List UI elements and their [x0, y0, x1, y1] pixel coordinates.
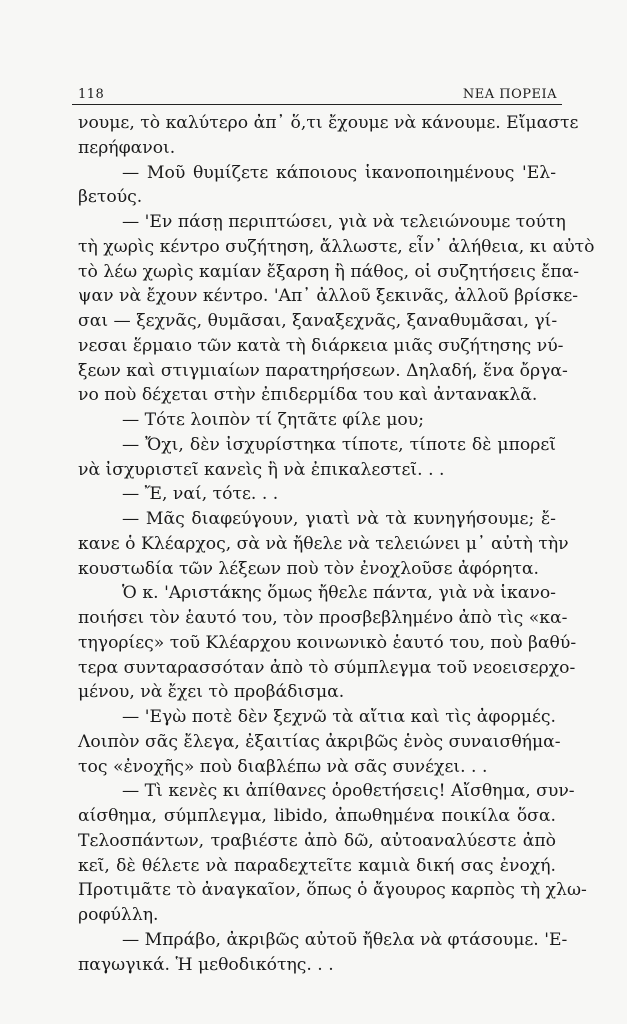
text-line: παγωγικά. Ἡ μεθοδικότης. . .	[78, 954, 334, 975]
text-line: Προτιμᾶτε τὸ ἀναγκαῖον, ὅπως ὁ ἄγουρος καρπὸς τὴ χλω-	[78, 880, 587, 901]
text-line: — Ὄχι, δὲν ἰσχυρίστηκα τίποτε, τίποτε δὲ μπορεῖ	[122, 434, 556, 455]
running-head	[78, 80, 557, 102]
text-line: Λοιπὸν σᾶς ἔλεγα, ἐξαιτίας ἀκριβῶς ἑνὸς συναισθήμα-	[78, 731, 561, 752]
text-line: αίσθημα, σύμπλεγμα, libido, ἀπωθημένα ποικίλα ὅσα.	[78, 806, 556, 826]
text-line: νὰ ἰσχυριστεῖ κανεὶς ἢ νὰ ἐπικαλεστεῖ. . .	[78, 459, 445, 480]
text-line: ροφύλλη.	[78, 905, 159, 925]
running-title: ΝΕΑ ΠΟΡΕΙΑ	[462, 87, 557, 102]
text-line: σαι — ξεχνᾶς, θυμᾶσαι, ξαναξεχνᾶς, ξαναθυμᾶσαι, γί-	[78, 311, 558, 331]
text-line: Ὁ κ. 'Αριστάκης ὅμως ἤθελε πάντα, γιὰ νὰ ἱκανο-	[122, 583, 556, 604]
text-line: — Μπράβο, ἀκριβῶς αὐτοῦ ἤθελα νὰ φτάσουμε. 'Ε-	[122, 929, 568, 950]
text-line: — Ἔ, ναί, τότε. . .	[122, 484, 279, 505]
body-text	[78, 111, 595, 977]
text-line: — Μᾶς διαφεύγουν, γιατὶ νὰ τὰ κυνηγήσουμε; ἔ-	[122, 509, 556, 529]
text-line: ψαν νὰ ἔχουν κέντρο. 'Απ᾽ ἀλλοῦ ξεκινᾶς, ἀλλοῦ βρίσκε-	[78, 286, 579, 307]
text-line: νεσαι ἕρμαιο τῶν κατὰ τὴ διάρκεια μιᾶς συζήτησης νύ-	[78, 335, 564, 356]
text-line: — Μοῦ θυμίζετε κάποιους ἱκανοποιημένους 'Ελ-	[122, 162, 556, 183]
text-line: τερα συνταρασσόταν ἀπὸ τὸ σύμπλεγμα τοῦ νεοεισερχο-	[78, 657, 576, 678]
text-line: μένου, νὰ ἔχει τὸ προβάδισμα.	[78, 682, 345, 703]
text-line: νουμε, τὸ καλύτερο ἀπ᾽ ὅ,τι ἔχουμε νὰ κάνουμε. Εἴμαστε	[78, 113, 579, 133]
text-line: — Τότε λοιπὸν τί ζητᾶτε φίλε μου;	[122, 410, 424, 430]
text-line: περήφανοι.	[78, 137, 176, 158]
text-line: κανε ὁ Κλέαρχος, σὰ νὰ ἤθελε νὰ τελειώνει μ᾽ αὐτὴ τὴν	[78, 533, 569, 554]
text-line: — 'Εγὼ ποτὲ δὲν ξεχνῶ τὰ αἴτια καὶ τὶς ἀφορμές.	[122, 707, 556, 727]
header-rule	[72, 104, 562, 105]
text-line: βετούς.	[78, 187, 143, 208]
text-line: κεῖ, δὲ θέλετε νὰ παραδεχτεῖτε καμιὰ δική σας ἐνοχή.	[78, 855, 556, 876]
text-line: νο ποὺ δέχεται στὴν ἐπιδερμίδα του καὶ ἀντανακλᾶ.	[78, 385, 538, 406]
text-line: κουστωδία τῶν λέξεων ποὺ τὸν ἐνοχλοῦσε ἀφόρητα.	[78, 558, 539, 579]
text-line: — 'Εν πάσῃ περιπτώσει, γιὰ νὰ τελειώνουμε τούτη	[122, 212, 566, 232]
text-line: τὴ χωρὶς κέντρο συζήτηση, ἄλλωστε, εἶν᾽ ἀλήθεια, κι αὐτὸ	[78, 236, 595, 257]
text-line: ξεων καὶ στιγμιαίων παρατηρήσεων. Δηλαδή, ἕνα ὄργα-	[78, 360, 568, 381]
text-line: — Τὶ κενὲς κι ἀπίθανες ὁροθετήσεις! Αἴσθημα, συν-	[122, 781, 575, 802]
page-number: 118	[78, 87, 105, 102]
text-line: ποιήσει τὸν ἑαυτό του, τὸν προσβεβλημένο ἀπὸ τὶς «κα-	[78, 608, 568, 628]
text-line: τὸ λέω χωρὶς καμίαν ἔξαρση ἢ πάθος, οἱ συζητήσεις ἔπα-	[78, 261, 580, 282]
text-line: Τελοσπάντων, τραβιέστε ἀπὸ δῶ, αὐτοαναλύεστε ἀπὸ	[78, 830, 556, 851]
text-line: τηγορίες» τοῦ Κλέαρχου κοινωνικὸ ἑαυτό του, ποὺ βαθύ-	[78, 632, 577, 653]
text-line: τος «ἐνοχῆς» ποὺ διαβλέπω νὰ σᾶς συνέχει. . .	[78, 756, 488, 777]
